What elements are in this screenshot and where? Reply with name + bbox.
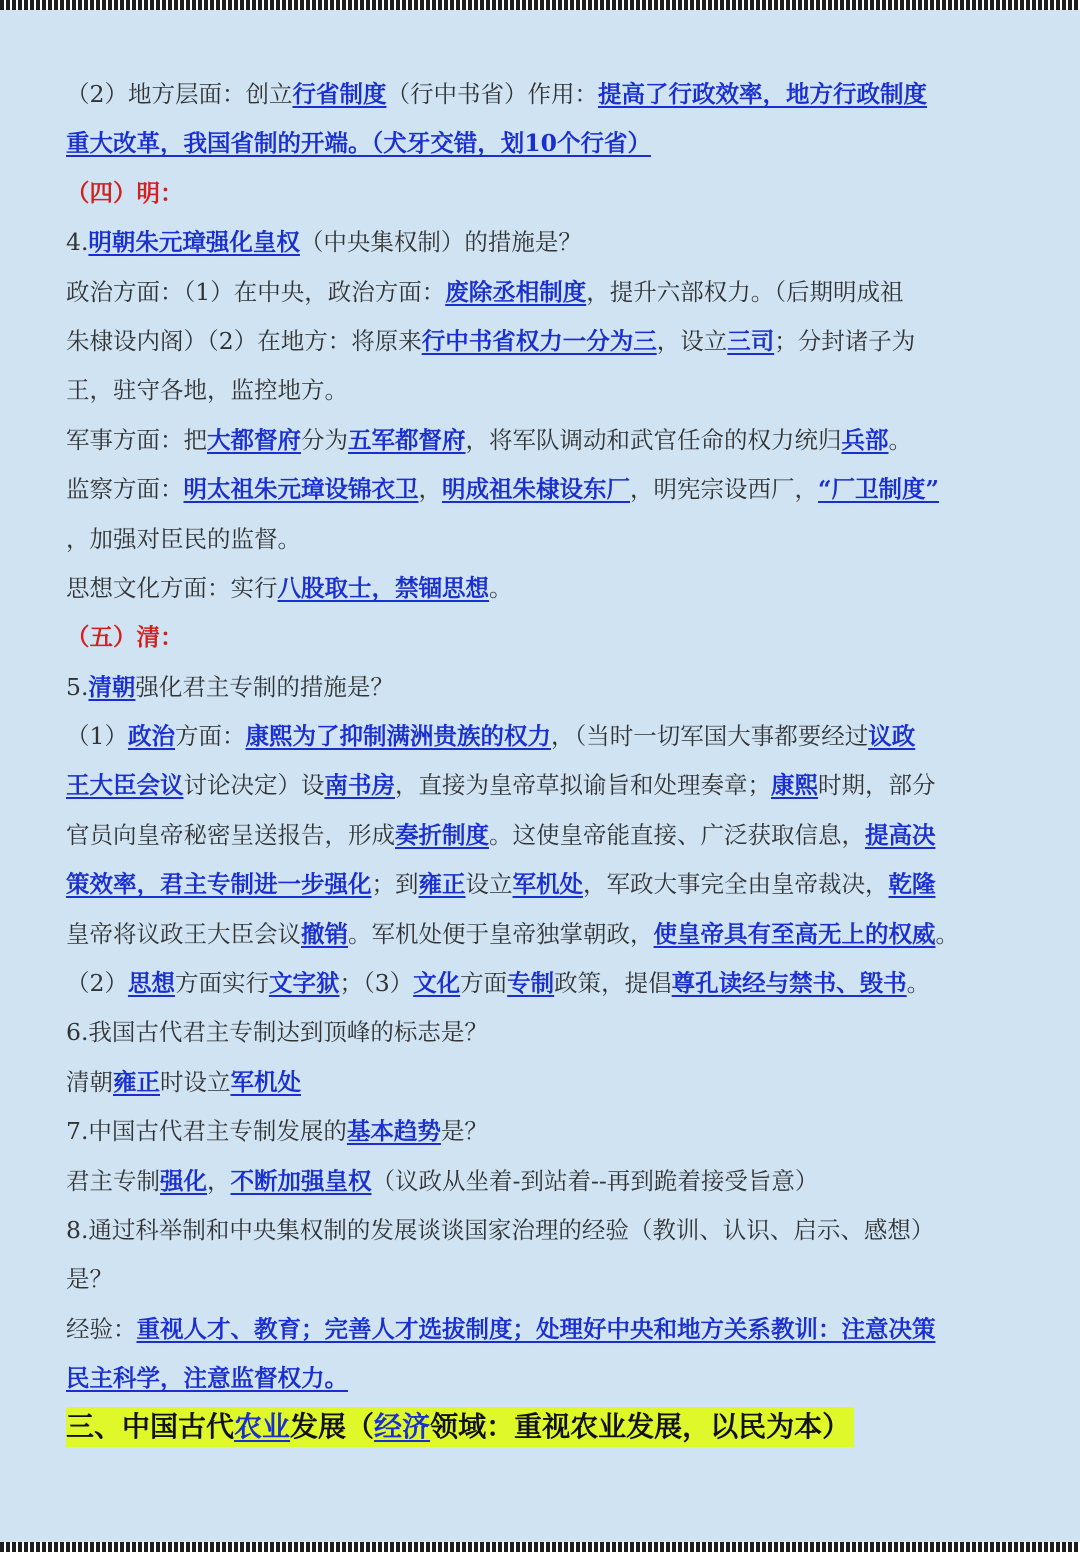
text-segment: 经验： — [66, 1314, 137, 1343]
text-line — [66, 515, 1026, 564]
text-line — [66, 1008, 1026, 1057]
emphasized-text: 王大臣会议 — [66, 771, 184, 800]
text-line — [66, 268, 1026, 317]
text-segment: （1） — [66, 722, 128, 751]
text-segment: ，设立 — [656, 326, 728, 355]
text-segment: 分为 — [301, 425, 348, 454]
text-segment: 监察方面： — [66, 475, 184, 504]
emphasized-text: 三司 — [727, 326, 775, 355]
emphasized-text: 民主科学，注意监督权力。 — [66, 1364, 348, 1393]
text-line — [66, 1058, 1026, 1107]
emphasized-text: 提高决 — [865, 820, 936, 849]
text-segment: 强化君主专制的措施是？ — [135, 672, 394, 701]
text-segment: 。军机处便于皇帝独掌朝政， — [348, 919, 654, 948]
section-heading-line — [66, 1404, 1026, 1453]
text-segment: 。 — [935, 919, 959, 948]
text-line — [66, 1107, 1026, 1156]
text-line — [66, 1255, 1026, 1304]
emphasized-text: 明朝朱元璋强化皇权 — [88, 228, 300, 257]
text-line — [66, 613, 1026, 662]
emphasized-text: 奏折制度 — [395, 820, 489, 849]
document-body — [66, 70, 1026, 1453]
text-segment: 是？ — [440, 1117, 488, 1146]
emphasized-text: 文字狱 — [268, 969, 340, 998]
text-segment: 。 — [888, 425, 912, 454]
text-segment: ，（当时一切军国大事都要经过 — [550, 722, 869, 751]
emphasized-text: 军机处 — [230, 1067, 301, 1096]
subsection-title: （五）清： — [66, 623, 184, 652]
text-segment: ，军政大事完全由皇帝裁决， — [583, 870, 889, 899]
emphasized-text: 重大改革，我国省制的开端。（犬牙交错，划10个行省） — [66, 129, 651, 158]
emphasized-text: 行省制度 — [292, 80, 387, 108]
text-line — [66, 317, 1026, 366]
emphasized-text: 雍正 — [418, 870, 466, 899]
text-segment: （行中书省）作用： — [386, 80, 598, 108]
text-segment: 讨论决定）设 — [183, 771, 325, 800]
text-segment: 是？ — [66, 1265, 113, 1294]
emphasized-text: 清朝 — [88, 672, 136, 701]
text-segment: 朱棣设内阁）（2）在地方：将原来 — [66, 326, 422, 355]
emphasized-text: 策效率，君主专制进一步强化 — [66, 870, 372, 899]
emphasized-text: 行中书省权力一分为三 — [421, 326, 657, 355]
text-lines — [66, 70, 1026, 1404]
emphasized-text: 专制 — [507, 969, 555, 998]
emphasized-text: 使皇帝具有至高无上的权威 — [653, 919, 936, 948]
emphasized-text: “厂卫制度” — [818, 475, 940, 504]
emphasized-text: 不断加强皇权 — [230, 1166, 372, 1195]
emphasized-text: 康熙 — [771, 771, 818, 800]
text-segment: 。 — [906, 969, 931, 998]
text-segment: 军事方面：把 — [66, 425, 207, 454]
emphasized-text: 废除丞相制度 — [445, 277, 587, 306]
emphasized-text: 大都督府 — [207, 425, 301, 454]
text-segment: 君主专制 — [66, 1166, 160, 1195]
text-segment: 8.通过科举制和中央集权制的发展谈谈国家治理的经验（教训、认识、启示、感想） — [66, 1215, 935, 1244]
emphasized-text: 强化 — [160, 1166, 207, 1195]
heading-segment: 领域：重视农业发展，以民为本） — [430, 1409, 851, 1443]
text-line — [66, 1305, 1026, 1354]
text-segment: （2）地方层面：创立 — [66, 80, 293, 108]
emphasized-text: 农业 — [234, 1409, 291, 1443]
emphasized-text: 雍正 — [113, 1067, 160, 1096]
text-segment: 政策，提倡 — [554, 969, 672, 998]
emphasized-text: 明太祖朱元璋设锦衣卫 — [183, 475, 419, 504]
emphasized-text: 撤销 — [301, 919, 348, 948]
emphasized-text: 重视人才、教育；完善人才选拔制度；处理好中央和地方关系教训：注意决策 — [136, 1314, 936, 1343]
text-segment: 。这使皇帝能直接、广泛获取信息， — [489, 820, 865, 849]
heading-segment: 发展（ — [290, 1409, 375, 1443]
text-segment: ；到 — [371, 870, 419, 899]
emphasized-text: 兵部 — [841, 425, 889, 454]
emphasized-text: 尊孔读经与禁书、毁书 — [671, 969, 907, 998]
text-segment: ；（3） — [339, 969, 414, 998]
text-segment: （中央集权制）的措施是？ — [299, 228, 582, 257]
emphasized-text: 思想 — [127, 969, 175, 998]
text-line — [66, 1206, 1026, 1255]
text-line — [66, 663, 1026, 712]
text-segment: 方面实行 — [174, 969, 269, 998]
subsection-title: （四）明： — [66, 178, 184, 207]
text-line — [66, 1157, 1026, 1206]
text-segment: ，提升六部权力。（后期明成祖 — [586, 277, 904, 306]
emphasized-text: 基本趋势 — [346, 1117, 441, 1146]
text-line — [66, 119, 1026, 168]
text-line — [66, 910, 1026, 959]
text-line — [66, 416, 1026, 465]
text-line — [66, 959, 1026, 1008]
emphasized-text: 康熙为了抑制满洲贵族的权力 — [245, 722, 551, 751]
text-segment: 清朝 — [66, 1067, 113, 1096]
bottom-dotted-border — [0, 1542, 1080, 1552]
text-line — [66, 761, 1026, 810]
text-segment: ， — [207, 1166, 231, 1195]
text-segment: ，加强对臣民的监督。 — [66, 524, 301, 553]
text-segment: ；分封诸子为 — [774, 326, 916, 355]
text-segment: 4. — [66, 228, 89, 257]
text-line — [66, 70, 1026, 119]
emphasized-text: 明成祖朱棣设东厂 — [442, 475, 630, 504]
emphasized-text: 南书房 — [324, 771, 395, 800]
emphasized-text: 乾隆 — [888, 870, 936, 899]
text-line — [66, 465, 1026, 514]
text-line — [66, 1354, 1026, 1403]
emphasized-text: 八股取士，禁锢思想 — [277, 573, 489, 602]
text-segment: ，直接为皇帝草拟谕旨和处理奏章； — [395, 771, 771, 800]
text-segment: 设立 — [465, 870, 513, 899]
text-segment: 6.我国古代君主专制达到顶峰的标志是？ — [66, 1018, 488, 1047]
text-segment: 时期，部分 — [818, 771, 936, 800]
emphasized-text: 提高了行政效率，地方行政制度 — [597, 80, 927, 108]
text-line — [66, 712, 1026, 761]
text-segment: 7.中国古代君主专制发展的 — [66, 1117, 347, 1146]
top-dotted-border — [0, 0, 1080, 10]
text-line — [66, 169, 1026, 218]
text-segment: 思想文化方面：实行 — [66, 573, 278, 602]
text-segment: 皇帝将议政王大臣会议 — [66, 919, 301, 948]
text-segment: （议政从坐着-到站着--再到跪着接受旨意） — [371, 1166, 819, 1195]
text-segment: 方面 — [460, 969, 508, 998]
emphasized-text: 经济 — [374, 1409, 431, 1443]
text-segment: 王，驻守各地，监控地方。 — [66, 376, 348, 405]
text-segment: ， — [418, 475, 442, 504]
text-segment: （2） — [66, 969, 128, 998]
emphasized-text: 文化 — [413, 969, 461, 998]
section-heading — [66, 1407, 854, 1447]
emphasized-text: 议政 — [868, 722, 916, 751]
text-line — [66, 218, 1026, 267]
text-segment: 时设立 — [160, 1067, 231, 1096]
text-segment: ，明宪宗设西厂， — [630, 475, 818, 504]
text-line — [66, 811, 1026, 860]
text-segment: ，将军队调动和武官任命的权力统归 — [465, 425, 842, 454]
heading-segment: 三、中国古代 — [66, 1409, 235, 1443]
text-segment: 官员向皇帝秘密呈送报告，形成 — [66, 820, 395, 849]
emphasized-text: 五军都督府 — [348, 425, 466, 454]
text-line — [66, 860, 1026, 909]
text-segment: 方面： — [174, 722, 246, 751]
text-line — [66, 366, 1026, 415]
emphasized-text: 军机处 — [512, 870, 583, 899]
text-line — [66, 564, 1026, 613]
text-segment: 。 — [489, 573, 513, 602]
text-segment: 政治方面：（1）在中央，政治方面： — [66, 277, 446, 306]
emphasized-text: 政治 — [127, 722, 175, 751]
text-segment: 5. — [66, 672, 89, 701]
